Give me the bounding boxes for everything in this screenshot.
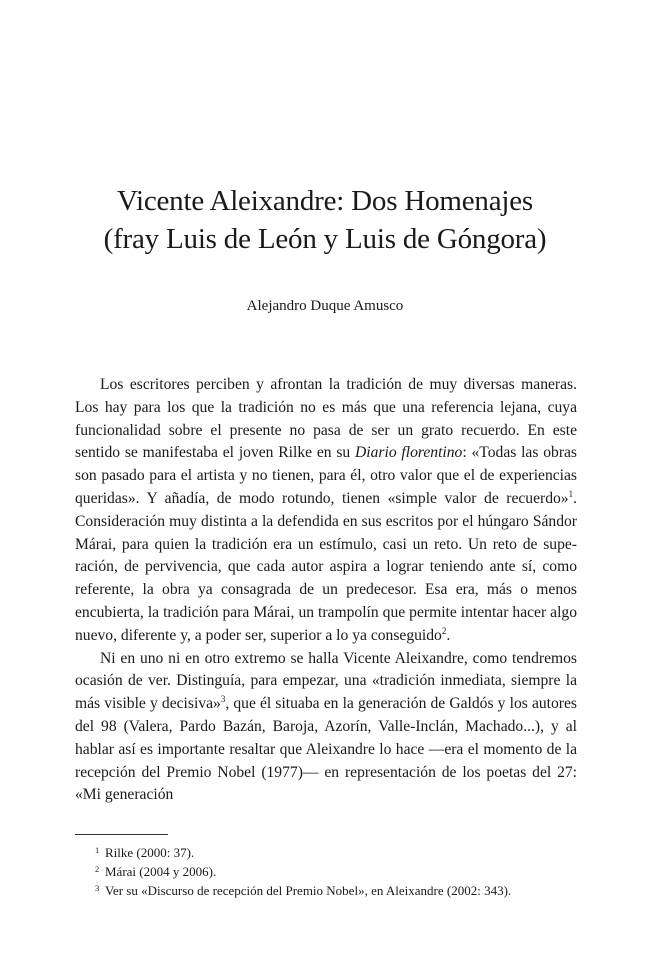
- title-line-2: (fray Luis de León y Luis de Góngora): [103, 223, 547, 255]
- paragraph-1-text-d: .: [446, 626, 451, 644]
- author-name: Alejandro Duque Amusco: [246, 298, 404, 314]
- footnote-2: 2 Márai (2004 y 2006).: [95, 864, 217, 879]
- paragraph-2: [75, 648, 577, 808]
- paragraph-1-text-a: Los escritores perciben y afrontan la tradición de muy diversas maneras. Los hay para los que la tradición no es más que una referencia lejana, cuya funcionalidad sobre el presente no pasa de ser un grato recuerdo. En este sentido se manifestaba el joven Rilke en su: [75, 376, 577, 462]
- footnote-text: Rilke (2000: 37).: [105, 845, 195, 860]
- title-line-1: Vicente Aleixandre: Dos Homenajes: [116, 185, 534, 217]
- article-body: [75, 374, 577, 807]
- footnote-3: 3 Ver su «Discurso de recepción del Premio Nobel», en Aleixandre (2002: 343).: [95, 883, 512, 898]
- footnote-ref-1[interactable]: 1: [568, 488, 574, 499]
- footnote-text: Márai (2004 y 2006).: [105, 864, 217, 879]
- footnote-ref-3[interactable]: 3: [220, 693, 226, 704]
- article-title: [0, 182, 650, 258]
- footnotes: [95, 843, 585, 900]
- footnote-text: Ver su «Discurso de recepción del Premio Nobel», en Aleixandre (2002: 343).: [105, 883, 512, 898]
- paragraph-2-text-a: Ni en uno ni en otro extremo se halla Vicente Aleixandre, como tendremos ocasión de ver. Distinguía, para empezar, una «tradición inmediata, siempre la más visible y decisiva»: [75, 649, 577, 713]
- paragraph-1: [75, 374, 577, 648]
- diario-florentino-title: Diario florentino: [355, 444, 463, 462]
- footnote-divider: [75, 834, 168, 835]
- footnote-1: 1 Rilke (2000: 37).: [95, 845, 195, 860]
- paragraph-2-text-b: , que él situaba en la generación de Galdós y los autores del 98 (Valera, Pardo Bazán, Baroja, Azorín, Valle-Inclán, Machado...), y al hablar así es importante resaltar que Aleixandre lo hace —era el momento de la recepción del Premio Nobel (1977)— en representación de los poetas del 27: «Mi generación: [75, 695, 577, 804]
- paragraph-1-text-c: . Consideración muy distinta a la defendida en sus escritos por el húngaro Sándor Márai, para quien la tradición era un estímulo, casi un reto. Un reto de superación, de pervivencia, que cada autor aspira a lograr teniendo ante sí, como referente, la obra ya consagrada de un predecesor. Esa era, más o menos encubierta, la tradición para Márai, un trampolín que permite intentar hacer algo nuevo, diferente y, a poder ser, superior a lo ya conseguido: [75, 489, 577, 644]
- footnote-ref-2[interactable]: 2: [441, 625, 447, 636]
- paragraph-1-text-b: : «Todas las obras son pasado para el artista y no tienen, para él, otro valor que el de experiencias queridas». Y añadía, de modo rotundo, tienen «simple valor de recuerdo»: [75, 444, 578, 507]
